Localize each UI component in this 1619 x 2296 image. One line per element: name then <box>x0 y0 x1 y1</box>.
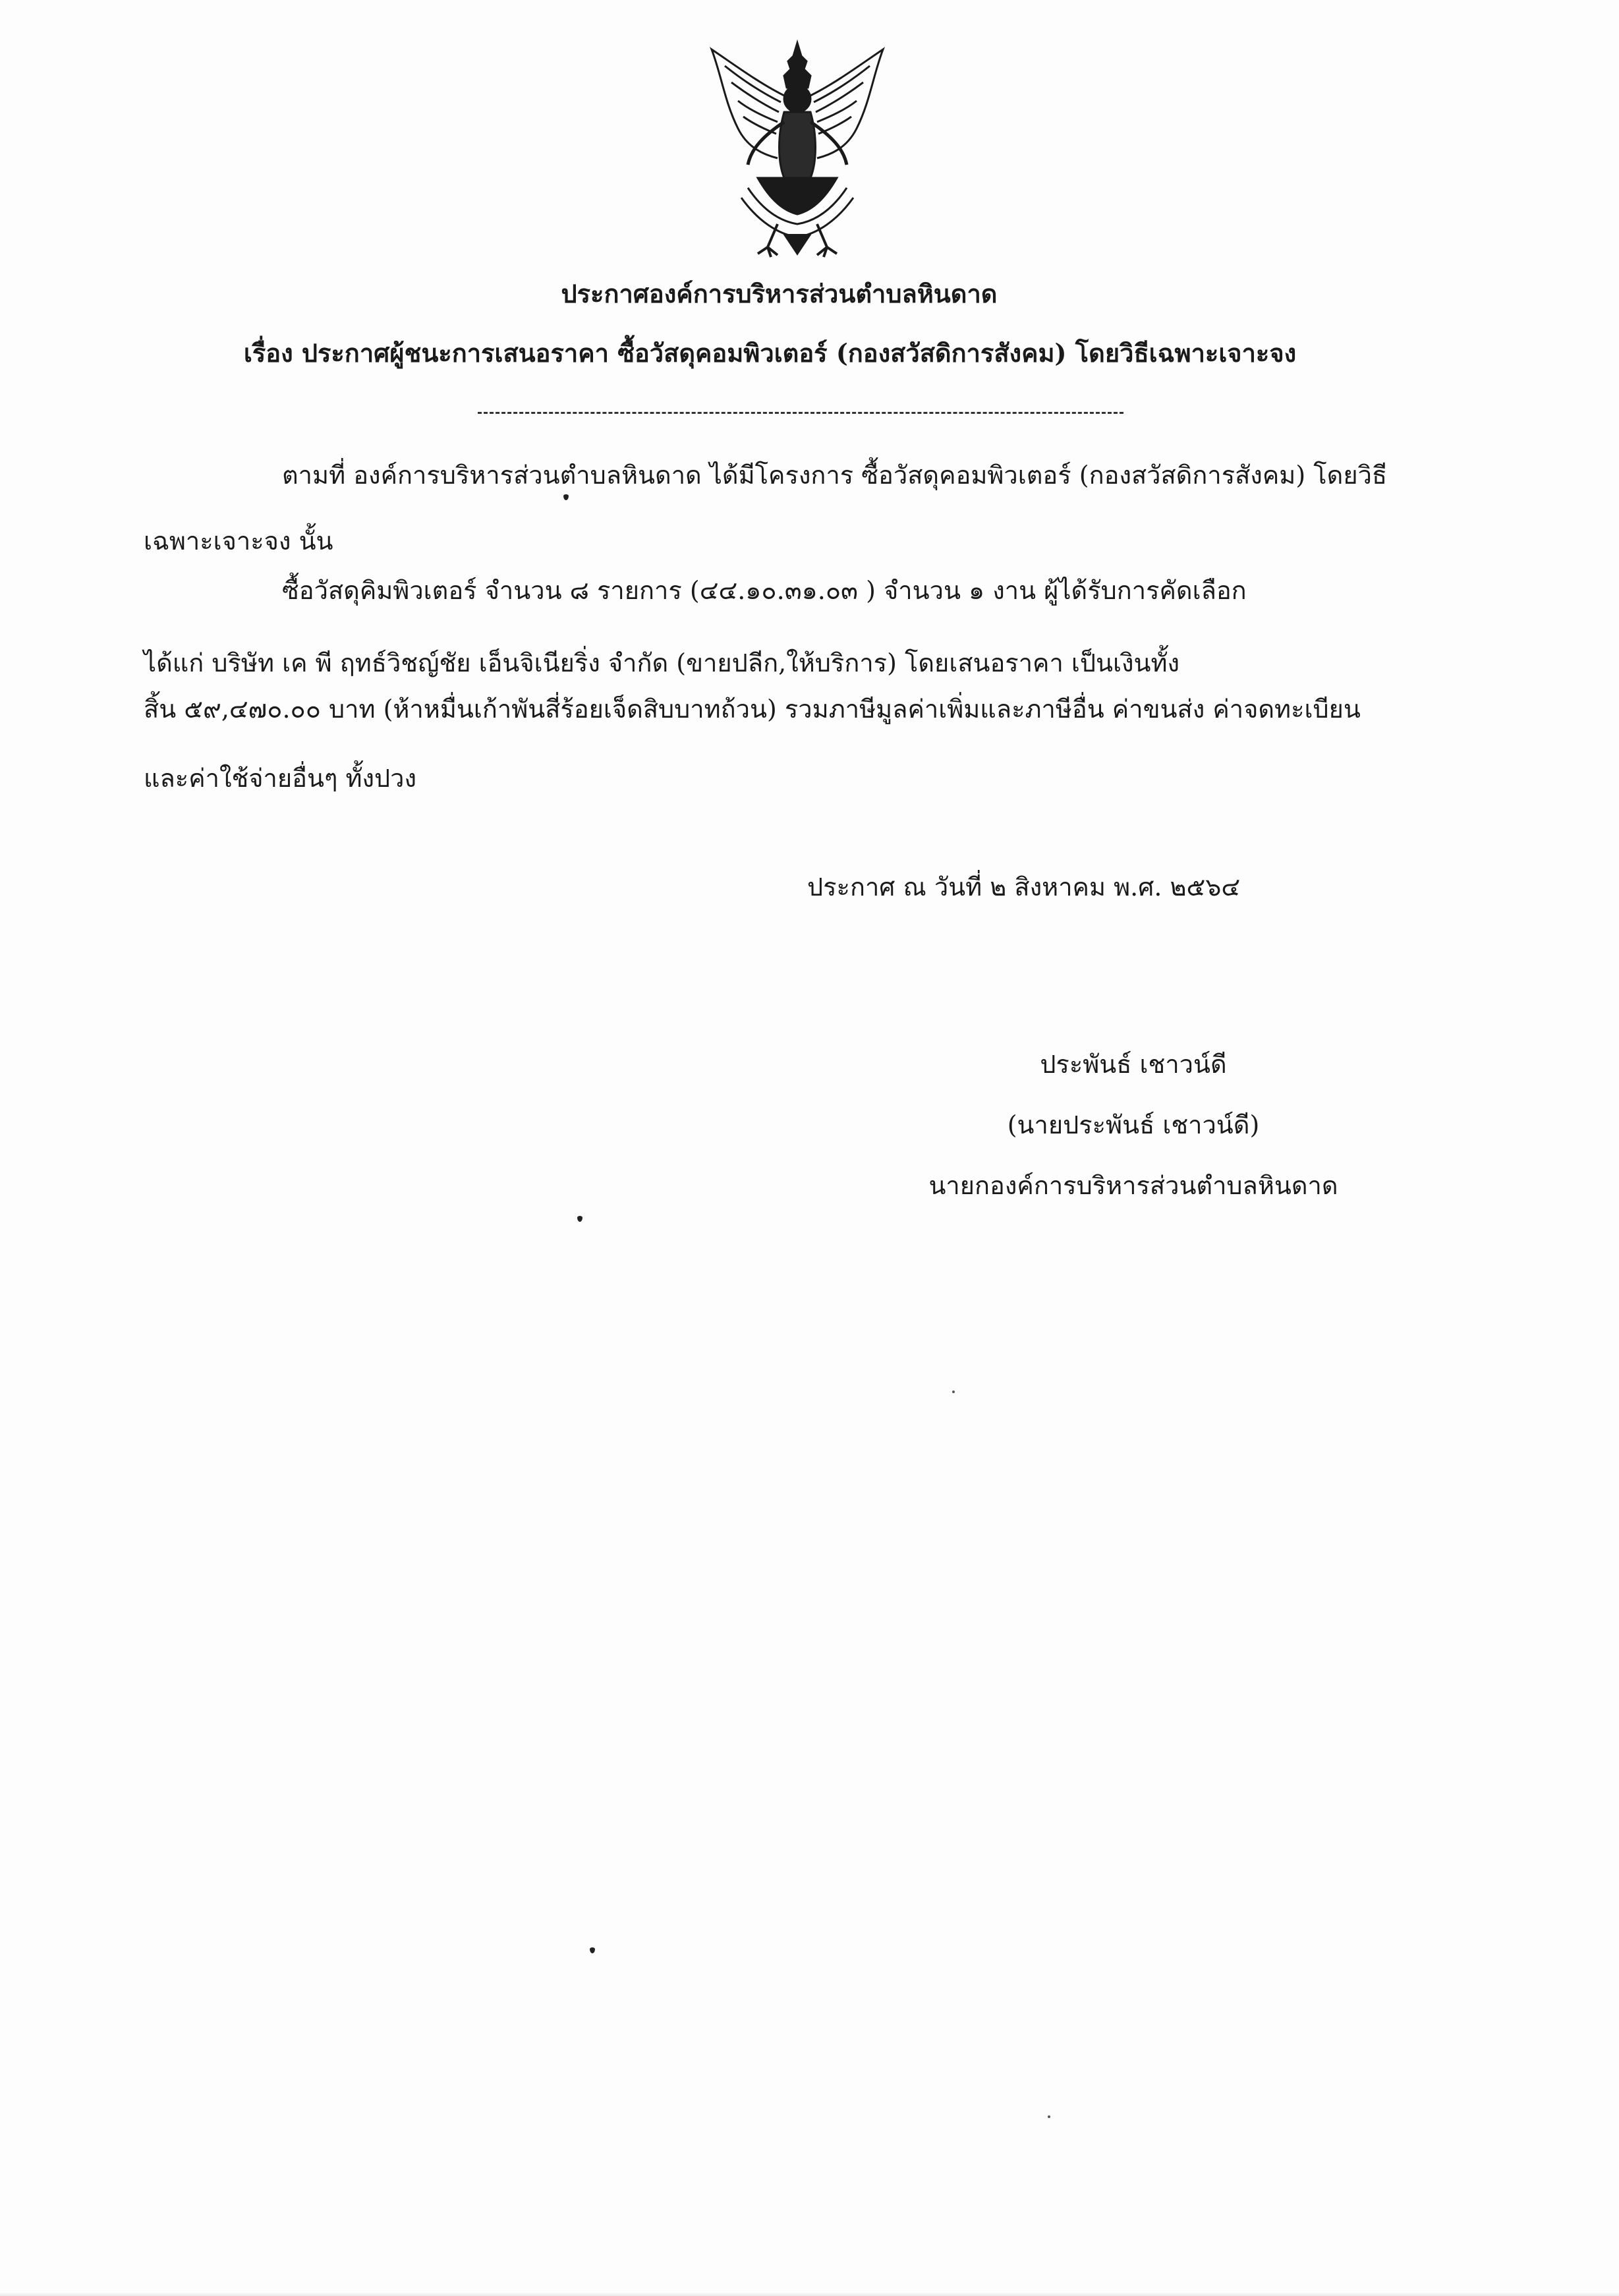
signer-position: นายกองค์การบริหารส่วนตำบลหินดาด <box>928 1171 1338 1200</box>
announcement-date: ประกาศ ณ วันที่ ๒ สิงหาคม พ.ศ. ๒๕๖๔ <box>807 873 1241 902</box>
scan-speck <box>577 1216 582 1222</box>
signer-full-name: (นายประพันธ์ เชาวน์ดี) <box>1007 1110 1260 1139</box>
body-line-6: และค่าใช้จ่ายอื่นๆ ทั้งปวง <box>144 764 417 793</box>
body-line-5: สิ้น ๕๙,๔๗๐.๐๐ บาท (ห้าหมื่นเก้าพันสี่ร้อยเจ็ดสิบบาทถ้วน) รวมภาษีมูลค่าเพิ่มและภาษีอื่น ค่าขนส่ง ค่าจดทะเบียน <box>144 695 1361 724</box>
signer-name: ประพันธ์ เชาวน์ดี <box>1040 1050 1227 1079</box>
body-line-3: ซื้อวัสดุคิมพิวเตอร์ จำนวน ๘ รายการ (๔๔.๑๐.๓๑.๐๓ ) จำนวน ๑ งาน ผู้ได้รับการคัดเลือก <box>282 576 1247 605</box>
body-line-4: ได้แก่ บริษัท เค พี ฤทธ์วิชญ์ชัย เอ็นจิเนียริ่ง จำกัด (ขายปลีก,ให้บริการ) โดยเสนอราคา เป็นเงินทั้ง <box>144 648 1180 677</box>
garuda-emblem-icon <box>685 36 909 260</box>
body-line-1: ตามที่ องค์การบริหารส่วนตำบลหินดาด ได้มีโครงการ ซื้อวัสดุคอมพิวเตอร์ (กองสวัสดิการสังคม) โดยวิธี <box>282 461 1388 490</box>
body-line-2: เฉพาะเจาะจง นั้น <box>144 527 333 556</box>
scan-speck <box>563 494 569 500</box>
scan-speck <box>590 1947 595 1953</box>
signature-block <box>870 1045 1397 1226</box>
separator-rule <box>478 412 1123 414</box>
announcement-title: ประกาศองค์การบริหารส่วนตำบลหินดาด <box>561 279 998 308</box>
announcement-subject: เรื่อง ประกาศผู้ชนะการเสนอราคา ซื้อวัสดุคอมพิวเตอร์ (กองสวัสดิการสังคม) โดยวิธีเฉพาะเจาะจง <box>243 338 1297 368</box>
scan-speck <box>1048 2115 1050 2118</box>
scan-speck <box>952 1391 955 1393</box>
